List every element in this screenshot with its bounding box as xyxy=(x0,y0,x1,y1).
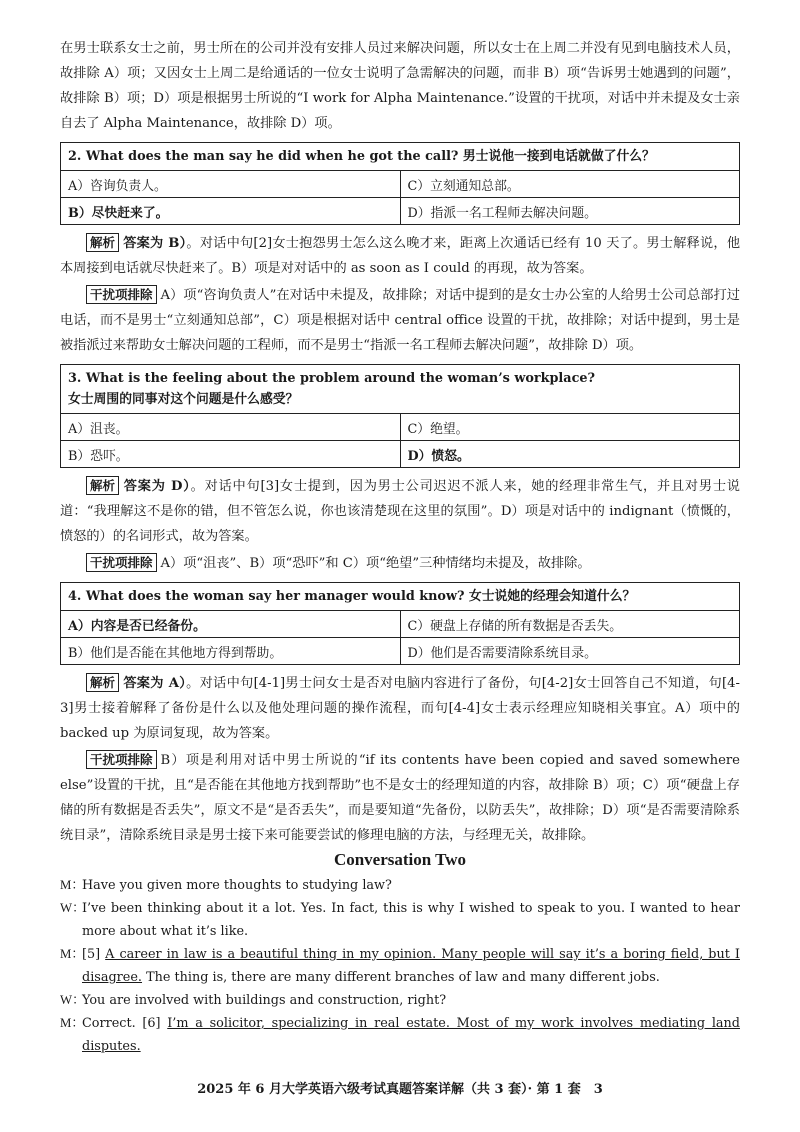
dialogue-line xyxy=(60,989,740,1012)
option-4b: B）他们是否能在其他地方得到帮助。 xyxy=(61,638,401,665)
dialogue-line xyxy=(60,943,740,989)
speaker-label: M： xyxy=(60,1016,85,1030)
line-text: You are involved with buildings and construction, right? xyxy=(82,993,447,1008)
analysis-3 xyxy=(60,474,740,549)
speaker-label: W： xyxy=(60,901,85,915)
answer-3: 答案为 D） xyxy=(123,479,191,494)
question-4-text: 4. What does the woman say her manager would know? 女士说她的经理会知道什么？ xyxy=(61,583,740,611)
option-3b: B）恐吓。 xyxy=(61,441,401,468)
analysis-4 xyxy=(60,671,740,746)
distractor-3 xyxy=(60,551,740,576)
line-text: Correct. [6] xyxy=(82,1016,168,1031)
option-2d: D）指派一名工程师去解决问题。 xyxy=(400,198,740,225)
question-3-cn: 女士周围的同事对这个问题是什么感受？ xyxy=(68,392,299,407)
speaker-label: M： xyxy=(60,878,85,892)
question-table-3 xyxy=(60,364,740,468)
speaker-label: W： xyxy=(60,993,85,1007)
line-text: I’ve been thinking about it a lot. Yes. In fact, this is why I wished to speak to you. I wanted to hear more about what it’s like. xyxy=(82,901,740,939)
distractor-label: 干扰项排除 xyxy=(86,750,157,769)
distractor-3-text: A）项“沮丧”、B）项“恐吓”和 C）项“绝望”三种情绪均未提及，故排除。 xyxy=(160,556,591,571)
option-4d: D）他们是否需要清除系统目录。 xyxy=(400,638,740,665)
analysis-2-text: 。对话中句[2]女士抱怨男士怎么这么晚才来，距离上次通话已经有 10 天了。男士解释说，他本周接到电话就尽快赶来了。B）项是对对话中的 as soon as I could 的再现，故为答案。 xyxy=(60,236,741,276)
analysis-label: 解析 xyxy=(86,476,119,495)
analysis-3-text: 。对话中句[3]女士提到，因为男士公司迟迟不派人来，她的经理非常生气，并且对男士说道：“我理解这不是你的错，但不管怎么说，你也该清楚现在这里的氛围”。D）项是对话中的 indignant（愤慨的，愤怒的）的名词形式，故为答案。 xyxy=(60,479,740,544)
question-2-text: 2. What does the man say he did when he got the call? 男士说他一接到电话就做了什么？ xyxy=(61,143,740,171)
question-table-4 xyxy=(60,582,740,665)
option-3d: D）愤怒。 xyxy=(400,441,740,468)
question-3-text xyxy=(61,365,740,414)
option-2a: A）咨询负责人。 xyxy=(61,171,401,198)
option-2b: B）尽快赶来了。 xyxy=(61,198,401,225)
conversation-title: Conversation Two xyxy=(333,850,467,869)
dialogue-line xyxy=(60,897,740,943)
answer-4: 答案为 A） xyxy=(123,676,187,691)
option-2c: C）立刻通知总部。 xyxy=(400,171,740,198)
dialogue-line xyxy=(60,874,740,897)
option-3c: C）绝望。 xyxy=(400,414,740,441)
distractor-label: 干扰项排除 xyxy=(86,553,157,572)
line-text: [5] xyxy=(82,947,106,962)
line-text-post: The thing is, there are many different branches of law and many different jobs. xyxy=(142,970,660,985)
question-3-en: 3. What is the feeling about the problem around the woman’s workplace? xyxy=(68,371,596,386)
underlined-key-sentence: I’m a solicitor, specializing in real estate. Most of my work involves mediating land disputes. xyxy=(82,1016,740,1054)
distractor-2 xyxy=(60,283,740,358)
intro-paragraph: 在男士联系女士之前，男士所在的公司并没有安排人员过来解决问题，所以女士在上周二并没有见到电脑技术人员，故排除 A）项；又因女士上周二是给通话的一位女士说明了急需解决的问题，而非 B）项“告诉男士她遇到的问题”，故排除 B）项；D）项是根据男士所说的“I work for Alpha Maintenance.”设置的干扰项，对话中并未提及女士亲自去了 Alpha Maintenance，故排除 D）项。 xyxy=(60,41,740,131)
analysis-2 xyxy=(60,231,740,281)
question-table-2 xyxy=(60,142,740,225)
speaker-label: M： xyxy=(60,947,85,961)
underlined-key-sentence: A career in law is a beautiful thing in my opinion. Many people will say it’s a boring field, but I disagree. xyxy=(82,947,740,985)
option-4a: A）内容是否已经备份。 xyxy=(61,611,401,638)
analysis-4-text: 。对话中句[4-1]男士问女士是否对电脑内容进行了备份，句[4-2]女士回答自己不知道，句[4-3]男士接着解释了备份是什么以及他处理问题的操作流程，而句[4-4]女士表示经理应知晓相关事宜。A）项中的 backed up 为原词复现，故为答案。 xyxy=(60,676,740,741)
dialogue-line xyxy=(60,1012,740,1058)
distractor-4 xyxy=(60,748,740,848)
page-content xyxy=(60,36,740,1058)
analysis-label: 解析 xyxy=(86,673,119,692)
distractor-4-text: B）项是利用对话中男士所说的“if its contents have been copied and saved somewhere else”设置的干扰，且“是否能在其他地方找到帮助”也不是女士的经理知道的内容，故排除 B）项；C）项“硬盘上存储的所有数据是否丢失”，原文不是“是否丢失”，而是要知道“先备份，以防丢失”，故排除；D）项“是否需要清除系统目录”，清除系统目录是男士接下来可能要尝试的修理电脑的方法，与经理无关，故排除。 xyxy=(60,753,740,843)
page-footer: 2025 年 6 月大学英语六级考试真题答案详解（共 3 套）· 第 1 套 3 xyxy=(197,1082,603,1097)
distractor-2-text: A）项“咨询负责人”在对话中未提及，故排除；对话中提到的是女士办公室的人给男士公司总部打过电话，而不是男士“立刻通知总部”，C）项是根据对话中 central office 设置的干扰，故排除；对话中提到，男士是被指派过来帮助女士解决问题的工程师，而不是男士“指派一名工程师去解决问题”，故排除 D）项。 xyxy=(60,288,740,353)
analysis-label: 解析 xyxy=(86,233,119,252)
distractor-label: 干扰项排除 xyxy=(86,285,157,304)
line-text: Have you given more thoughts to studying law? xyxy=(82,878,392,893)
option-3a: A）沮丧。 xyxy=(61,414,401,441)
answer-2: 答案为 B） xyxy=(123,236,187,251)
option-4c: C）硬盘上存储的所有数据是否丢失。 xyxy=(400,611,740,638)
